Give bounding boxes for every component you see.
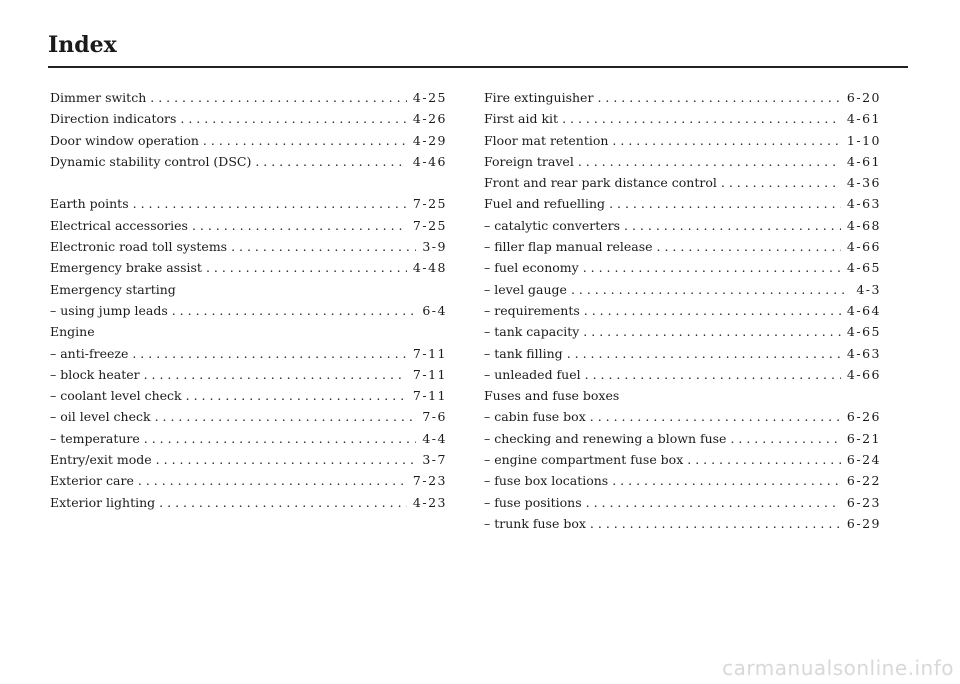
entry-page: 4-36 bbox=[846, 175, 881, 191]
entry-term: – tank filling bbox=[484, 345, 563, 361]
index-entry bbox=[50, 428, 447, 449]
entry-page: 7-25 bbox=[412, 217, 447, 233]
index-entry bbox=[484, 151, 881, 172]
entry-term: – coolant level check bbox=[50, 388, 182, 404]
entry-term: – using jump leads bbox=[50, 302, 168, 318]
dot-leader bbox=[146, 87, 407, 108]
index-entry bbox=[484, 343, 881, 364]
entry-page: 6-4 bbox=[422, 302, 447, 318]
index-entry bbox=[50, 343, 447, 364]
entry-page: 4-65 bbox=[846, 260, 881, 276]
dot-leader bbox=[558, 108, 841, 129]
entry-page: 7-11 bbox=[412, 366, 447, 382]
index-entry bbox=[484, 406, 881, 427]
entry-page: 4-63 bbox=[846, 345, 881, 361]
index-entry bbox=[50, 108, 447, 129]
entry-term: Front and rear park distance control bbox=[484, 175, 717, 191]
entry-page: 6-20 bbox=[846, 90, 881, 105]
index-column-left bbox=[50, 87, 447, 513]
entry-term: Entry/exit mode bbox=[50, 452, 152, 468]
dot-leader bbox=[152, 449, 417, 470]
entry-page: 7-23 bbox=[412, 473, 447, 489]
entry-page: 3-7 bbox=[422, 452, 447, 468]
index-entry bbox=[484, 215, 881, 236]
entry-term: – trunk fuse box bbox=[484, 515, 586, 531]
entry-term: Exterior care bbox=[50, 473, 134, 489]
entry-term: – engine compartment fuse box bbox=[484, 452, 684, 468]
entry-page: 1-10 bbox=[846, 132, 881, 148]
entry-page: 7-11 bbox=[412, 345, 447, 361]
entry-page: 4-26 bbox=[412, 111, 447, 127]
entry-term: – fuel economy bbox=[484, 260, 579, 276]
entry-page: 4-25 bbox=[412, 90, 447, 105]
title-divider bbox=[48, 66, 908, 68]
entry-term: – unleaded fuel bbox=[484, 366, 581, 382]
index-entry bbox=[484, 470, 881, 491]
dot-leader bbox=[586, 406, 841, 427]
dot-leader bbox=[155, 492, 407, 513]
entry-page: 4-3 bbox=[856, 281, 881, 297]
dot-leader bbox=[251, 151, 407, 172]
index-entry bbox=[484, 130, 881, 151]
index-heading: Emergency starting bbox=[50, 281, 176, 297]
entry-term: – catalytic converters bbox=[484, 217, 621, 233]
entry-page: 7-6 bbox=[422, 409, 447, 425]
entry-page: 4-61 bbox=[846, 111, 881, 127]
dot-leader bbox=[581, 364, 841, 385]
index-entry bbox=[484, 108, 881, 129]
entry-term: Electrical accessories bbox=[50, 217, 188, 233]
entry-term: – checking and renewing a blown fuse bbox=[484, 430, 727, 446]
entry-term: Electronic road toll systems bbox=[50, 239, 228, 255]
entry-term: Fuel and refuelling bbox=[484, 196, 606, 212]
dot-leader bbox=[582, 492, 841, 513]
entry-term: – fuse positions bbox=[484, 494, 582, 510]
entry-page: 6-26 bbox=[846, 409, 881, 425]
page-title: Index bbox=[48, 32, 117, 58]
group-gap bbox=[50, 172, 447, 193]
dot-leader bbox=[202, 257, 407, 278]
dot-leader bbox=[227, 236, 416, 257]
index-entry bbox=[484, 279, 881, 300]
entry-term: Dynamic stability control (DSC) bbox=[50, 153, 252, 169]
index-entry bbox=[484, 87, 881, 108]
index-entry bbox=[484, 300, 881, 321]
dot-leader bbox=[580, 300, 841, 321]
index-entry bbox=[50, 130, 447, 151]
entry-page: 6-22 bbox=[846, 473, 881, 489]
dot-leader bbox=[128, 343, 407, 364]
entry-term: Fire extinguisher bbox=[484, 90, 594, 105]
dot-leader bbox=[579, 257, 841, 278]
entry-term: Earth points bbox=[50, 196, 129, 212]
dot-leader bbox=[574, 151, 841, 172]
index-entry bbox=[484, 236, 881, 257]
index-entry bbox=[484, 492, 881, 513]
index-entry bbox=[484, 193, 881, 214]
dot-leader bbox=[168, 300, 417, 321]
entry-term: – block heater bbox=[50, 366, 140, 382]
entry-page: 6-23 bbox=[846, 494, 881, 510]
entry-page: 6-21 bbox=[846, 430, 881, 446]
entry-page: 4-66 bbox=[846, 239, 881, 255]
dot-leader bbox=[608, 470, 841, 491]
entry-term: Foreign travel bbox=[484, 153, 574, 169]
entry-page: 3-9 bbox=[422, 239, 447, 255]
dot-leader bbox=[608, 130, 840, 151]
index-heading: Engine bbox=[50, 324, 95, 340]
entry-page: 4-29 bbox=[412, 132, 447, 148]
entry-page: 7-11 bbox=[412, 388, 447, 404]
index-heading: Fuses and fuse boxes bbox=[484, 388, 620, 404]
entry-page: 4-63 bbox=[846, 196, 881, 212]
entry-page: 4-61 bbox=[846, 153, 881, 169]
dot-leader bbox=[620, 215, 841, 236]
entry-term: – cabin fuse box bbox=[484, 409, 586, 425]
entry-term: – level gauge bbox=[484, 281, 567, 297]
dot-leader bbox=[140, 428, 417, 449]
index-entry bbox=[484, 364, 881, 385]
entry-term: – filler flap manual release bbox=[484, 239, 653, 255]
dot-leader bbox=[151, 406, 417, 427]
entry-page: 4-46 bbox=[412, 153, 447, 169]
index-entry bbox=[50, 151, 447, 172]
index-entry bbox=[484, 449, 881, 470]
entry-page: 4-66 bbox=[846, 366, 881, 382]
entry-term: – fuse box locations bbox=[484, 473, 609, 489]
index-entry bbox=[50, 236, 447, 257]
index-entry bbox=[50, 385, 447, 406]
dot-leader bbox=[717, 172, 841, 193]
index-entry bbox=[50, 470, 447, 491]
entry-term: Exterior lighting bbox=[50, 494, 156, 510]
entry-term: Emergency brake assist bbox=[50, 260, 202, 276]
index-entry bbox=[50, 215, 447, 236]
entry-page: 6-24 bbox=[846, 452, 881, 468]
entry-page: 4-64 bbox=[846, 302, 881, 318]
dot-leader bbox=[683, 449, 841, 470]
dot-leader bbox=[586, 513, 841, 534]
entry-term: Door window operation bbox=[50, 132, 199, 148]
dot-leader bbox=[563, 343, 841, 364]
dot-leader bbox=[176, 108, 407, 129]
entry-page: 4-23 bbox=[412, 494, 447, 510]
entry-term: – requirements bbox=[484, 302, 580, 318]
entry-term: Floor mat retention bbox=[484, 132, 609, 148]
index-entry bbox=[484, 257, 881, 278]
index-entry bbox=[50, 257, 447, 278]
entry-term: Dimmer switch bbox=[50, 90, 147, 105]
dot-leader bbox=[134, 470, 407, 491]
dot-leader bbox=[140, 364, 407, 385]
dot-leader bbox=[579, 321, 841, 342]
dot-leader bbox=[567, 279, 850, 300]
entry-page: 4-68 bbox=[846, 217, 881, 233]
index-entry bbox=[50, 300, 447, 321]
dot-leader bbox=[199, 130, 407, 151]
entry-term: – temperature bbox=[50, 430, 140, 446]
entry-term: – tank capacity bbox=[484, 324, 580, 340]
entry-term: First aid kit bbox=[484, 111, 559, 127]
entry-page: 7-25 bbox=[412, 196, 447, 212]
index-entry bbox=[484, 513, 881, 534]
dot-leader bbox=[653, 236, 841, 257]
index-entry bbox=[50, 193, 447, 214]
dot-leader bbox=[182, 385, 407, 406]
dot-leader bbox=[726, 428, 840, 449]
entry-term: – anti-freeze bbox=[50, 345, 129, 361]
index-entry bbox=[50, 449, 447, 470]
index-entry bbox=[484, 321, 881, 342]
entry-page: 6-29 bbox=[846, 515, 881, 531]
index-entry bbox=[50, 406, 447, 427]
index-column-right bbox=[484, 87, 881, 534]
dot-leader bbox=[593, 87, 840, 108]
index-entry bbox=[50, 492, 447, 513]
entry-term: Direction indicators bbox=[50, 111, 177, 127]
entry-page: 4-4 bbox=[422, 430, 447, 446]
index-entry bbox=[484, 172, 881, 193]
entry-page: 4-48 bbox=[412, 260, 447, 276]
watermark: carmanualsonline.info bbox=[722, 656, 954, 680]
index-entry bbox=[50, 364, 447, 385]
dot-leader bbox=[605, 193, 841, 214]
index-entry bbox=[50, 87, 447, 108]
index-entry bbox=[484, 428, 881, 449]
entry-term: – oil level check bbox=[50, 409, 151, 425]
dot-leader bbox=[129, 193, 407, 214]
dot-leader bbox=[188, 215, 407, 236]
entry-page: 4-65 bbox=[846, 324, 881, 340]
